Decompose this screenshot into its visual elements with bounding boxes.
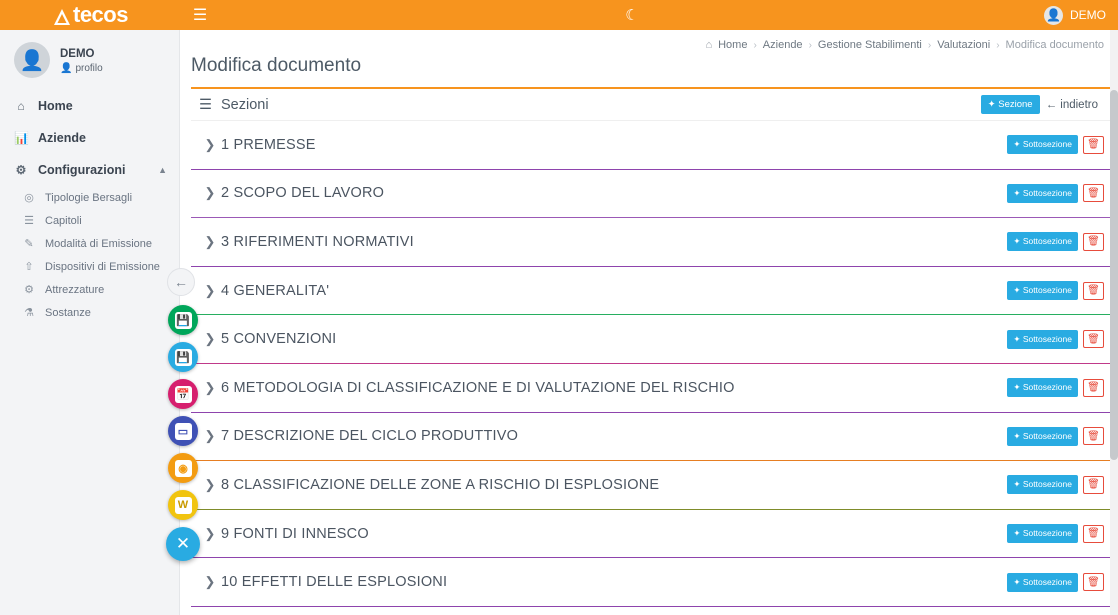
breadcrumb: [180, 30, 1118, 51]
sidebar-subitem-label: Attrezzature: [45, 283, 105, 296]
sidebar-item-aziende[interactable]: [0, 122, 179, 154]
breadcrumb-item-gestione-stabilimenti[interactable]: Gestione Stabilimenti: [817, 39, 922, 51]
profile-sub[interactable]: [60, 63, 103, 74]
table-row[interactable]: [191, 218, 1110, 267]
add-subsection-button[interactable]: ✦ Sottosezione: [1007, 427, 1078, 446]
topbar-center-icon: ☾: [625, 7, 639, 24]
gear-icon: ⚙: [24, 284, 34, 296]
trash-icon[interactable]: 🗑: [1083, 184, 1104, 202]
trash-icon[interactable]: 🗑: [1083, 330, 1104, 348]
sidebar-item-label: Configurazioni: [38, 163, 126, 177]
profile-sub-label: profilo: [75, 62, 103, 74]
pen-icon: ✎: [24, 238, 34, 250]
nozzle-icon: ⇧: [24, 261, 34, 273]
calendar-glyph: 📅: [175, 386, 192, 403]
home-icon: ⌂: [705, 39, 713, 51]
chart-bar-icon: 📊: [14, 131, 29, 145]
table-row[interactable]: [191, 267, 1110, 316]
list-icon: ☰: [199, 96, 212, 113]
table-row[interactable]: [191, 461, 1110, 510]
add-subsection-button[interactable]: ✦ Sottosezione: [1007, 573, 1078, 592]
list-icon: ☰: [24, 215, 34, 227]
vertical-scrollbar[interactable]: [1110, 30, 1118, 615]
add-subsection-button[interactable]: ✦ Sottosezione: [1007, 184, 1078, 203]
sections-panel-title: [199, 97, 269, 113]
chevron-right-icon[interactable]: ❯: [204, 331, 216, 347]
close-icon[interactable]: ✕: [166, 527, 200, 561]
add-subsection-button[interactable]: ✦ Sottosezione: [1007, 524, 1078, 543]
user-avatar-icon: 👤: [1044, 6, 1063, 25]
breadcrumb-item-home[interactable]: Home: [718, 39, 748, 51]
table-row[interactable]: [191, 558, 1110, 607]
sidebar-item-attrezzature[interactable]: [0, 278, 179, 301]
hamburger-icon[interactable]: ☰: [192, 7, 208, 24]
table-row[interactable]: [191, 413, 1110, 462]
section-label: 8 CLASSIFICAZIONE DELLE ZONE A RISCHIO DI ESPLOSIONE: [221, 476, 660, 493]
chevron-right-icon[interactable]: ❯: [204, 233, 216, 249]
trash-icon[interactable]: 🗑: [1083, 525, 1104, 543]
page-title: Modifica documento: [191, 55, 362, 76]
sidebar-item-capitoli[interactable]: [0, 209, 179, 232]
add-section-button[interactable]: ✦ Sezione: [981, 95, 1040, 114]
table-row[interactable]: [191, 170, 1110, 219]
profile-name: DEMO: [60, 48, 95, 61]
chevron-right-icon[interactable]: ❯: [204, 282, 216, 298]
calendar-delete-icon[interactable]: [168, 379, 198, 409]
sidebar-item-dispositivi-emissione[interactable]: [0, 255, 179, 278]
app-logo[interactable]: [0, 0, 180, 30]
avatar-icon: 👤: [14, 42, 50, 78]
chevron-right-icon: ›: [808, 39, 812, 51]
logo-text: tecos: [73, 2, 128, 27]
chevron-right-icon: ›: [753, 39, 757, 51]
section-label: 3 RIFERIMENTI NORMATIVI: [221, 233, 414, 250]
trash-icon[interactable]: 🗑: [1083, 379, 1104, 397]
breadcrumb-item-valutazioni[interactable]: Valutazioni: [937, 39, 991, 51]
chevron-right-icon[interactable]: ❯: [204, 185, 216, 201]
add-subsection-button[interactable]: ✦ Sottosezione: [1007, 281, 1078, 300]
breadcrumb-item-current: Modifica documento: [1005, 39, 1104, 51]
chevron-right-icon[interactable]: ❯: [204, 428, 216, 444]
chevron-right-icon[interactable]: ❯: [204, 476, 216, 492]
section-label: 7 DESCRIZIONE DEL CICLO PRODUTTIVO: [221, 428, 519, 445]
floppy-copy-glyph: 💾: [175, 349, 192, 366]
sidebar-subitem-label: Capitoli: [45, 214, 82, 227]
trash-icon[interactable]: 🗑: [1083, 282, 1104, 300]
add-subsection-button[interactable]: ✦ Sottosezione: [1007, 378, 1078, 397]
add-subsection-button[interactable]: ✦ Sottosezione: [1007, 135, 1078, 154]
sections-panel-header: [191, 89, 1110, 121]
document-icon[interactable]: [168, 416, 198, 446]
sidebar-item-sostanze[interactable]: [0, 301, 179, 324]
sidebar: [0, 30, 180, 615]
logo-wordmark: [52, 2, 128, 28]
add-subsection-button[interactable]: ✦ Sottosezione: [1007, 330, 1078, 349]
chevron-right-icon[interactable]: ❯: [204, 136, 216, 152]
trash-icon[interactable]: 🗑: [1083, 233, 1104, 251]
sidebar-item-label: Aziende: [38, 131, 86, 145]
table-row[interactable]: [191, 364, 1110, 413]
trash-icon[interactable]: 🗑: [1083, 136, 1104, 154]
logo-triangle-icon: [52, 7, 72, 27]
user-menu[interactable]: [1044, 6, 1118, 25]
section-label: 1 PREMESSE: [221, 136, 316, 153]
floppy-copy-icon[interactable]: [168, 342, 198, 372]
eye-glyph: ◉: [175, 460, 192, 477]
add-subsection-button[interactable]: ✦ Sottosezione: [1007, 232, 1078, 251]
user-label: DEMO: [1070, 8, 1106, 22]
flask-icon: ⚗: [24, 307, 34, 319]
back-button[interactable]: ← indietro: [1040, 95, 1104, 115]
sections-title-label: Sezioni: [221, 96, 269, 113]
trash-icon[interactable]: 🗑: [1083, 476, 1104, 494]
document-glyph: ▭: [175, 423, 192, 440]
section-label: 9 FONTI DI INNESCO: [221, 525, 369, 542]
word-glyph: W: [175, 497, 192, 514]
user-icon: 👤: [60, 62, 73, 74]
gear-icon: ⚙: [15, 163, 27, 177]
sidebar-subitem-label: Sostanze: [45, 306, 91, 319]
table-row[interactable]: [191, 121, 1110, 170]
top-bar: [0, 0, 1118, 30]
floppy-save-icon[interactable]: [168, 305, 198, 335]
sidebar-item-configurazioni[interactable]: [0, 154, 179, 186]
section-label: 10 EFFETTI DELLE ESPLOSIONI: [221, 574, 448, 591]
sidebar-item-label: Home: [38, 99, 73, 113]
chevron-right-icon[interactable]: ❯: [204, 379, 216, 395]
chevron-right-icon[interactable]: ❯: [204, 525, 216, 541]
sidebar-subitem-label: Tipologie Bersagli: [45, 191, 133, 204]
breadcrumb-item-aziende[interactable]: Aziende: [762, 39, 803, 51]
chevron-up-icon: ▲: [158, 165, 167, 175]
sidebar-collapse-button[interactable]: ←: [167, 268, 195, 296]
trash-icon[interactable]: 🗑: [1083, 573, 1104, 591]
sections-panel: [191, 87, 1110, 607]
table-row[interactable]: [191, 510, 1110, 559]
section-label: 2 SCOPO DEL LAVORO: [221, 185, 385, 202]
floating-action-stack: [166, 305, 200, 561]
section-label: 4 GENERALITA': [221, 282, 330, 299]
main-content: [180, 30, 1118, 615]
sidebar-profile[interactable]: [0, 30, 179, 90]
scrollbar-thumb[interactable]: [1110, 90, 1118, 460]
chevron-right-icon: ›: [996, 39, 1000, 51]
sidebar-item-modalita-emissione[interactable]: [0, 232, 179, 255]
section-label: 6 METODOLOGIA DI CLASSIFICAZIONE E DI VALUTAZIONE DEL RISCHIO: [221, 379, 735, 396]
chevron-right-icon[interactable]: ❯: [204, 574, 216, 590]
table-row[interactable]: [191, 315, 1110, 364]
sidebar-item-tipologie-bersagli[interactable]: [0, 186, 179, 209]
home-icon: ⌂: [17, 99, 25, 113]
section-label: 5 CONVENZIONI: [221, 331, 337, 348]
add-subsection-button[interactable]: ✦ Sottosezione: [1007, 475, 1078, 494]
trash-icon[interactable]: 🗑: [1083, 427, 1104, 445]
target-icon: ◎: [24, 192, 34, 204]
sidebar-subitem-label: Dispositivi di Emissione: [45, 260, 160, 273]
sidebar-item-home[interactable]: [0, 90, 179, 122]
eye-icon[interactable]: [168, 453, 198, 483]
sidebar-subitem-label: Modalità di Emissione: [45, 237, 152, 250]
word-file-icon[interactable]: [168, 490, 198, 520]
floppy-glyph: 💾: [175, 312, 192, 329]
chevron-right-icon: ›: [927, 39, 932, 51]
